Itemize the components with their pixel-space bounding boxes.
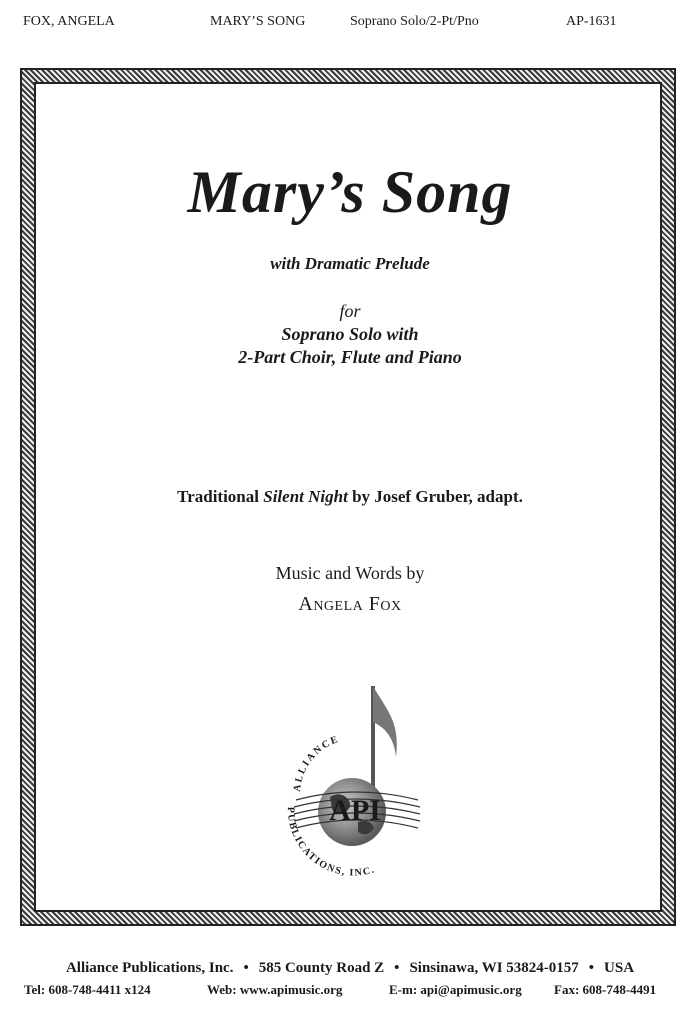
logo-arc-bottom-text: PUBLICATIONS, INC. [284, 806, 377, 879]
publisher-name: Alliance Publications, Inc. [65, 960, 234, 976]
source-credit [0, 487, 700, 507]
publisher-email: E-m: api@apimusic.org [389, 982, 522, 997]
scoring-line-2: 2-Part Choir, Flute and Piano [238, 347, 462, 367]
logo-monogram: API [329, 794, 381, 827]
header-title: MARY’S SONG [210, 14, 306, 29]
publisher-fax: Fax: 608-748-4491 [554, 982, 657, 997]
publisher-phone: Tel: 608-748-4411 x124 [24, 982, 151, 997]
credit-label: Music and Words by [275, 563, 425, 583]
publisher-street: 585 County Road Z [258, 960, 385, 976]
header-composer: FOX, ANGELA [23, 14, 115, 29]
music-note-icon [373, 686, 397, 794]
scoring-line-1: Soprano Solo with [281, 324, 419, 344]
for-label: for [339, 301, 361, 321]
publisher-city: Sinsinawa, WI 53824-0157 [409, 960, 579, 976]
source-suffix: by Josef Gruber, adapt. [347, 487, 523, 506]
alliance-publications-logo [270, 682, 440, 892]
cover-title: Mary’s Song [187, 159, 513, 225]
separator: • [588, 960, 595, 976]
source-prefix: Traditional [177, 487, 264, 506]
separator: • [243, 960, 249, 976]
publisher-website: Web: www.apimusic.org [207, 982, 343, 997]
composer-name: Angela Fox [298, 593, 402, 615]
publisher-address-line [0, 960, 700, 977]
running-header [0, 14, 700, 36]
cover-subtitle: with Dramatic Prelude [270, 254, 430, 273]
scoring-block [0, 300, 700, 369]
logo-arc-top-text: ALLIANCE [291, 733, 342, 793]
publisher-country: USA [604, 960, 635, 976]
separator: • [394, 960, 400, 976]
publisher-contact-line [0, 982, 700, 1002]
source-work-title: Silent Night [263, 487, 348, 506]
header-catalog-number: AP-1631 [566, 14, 617, 29]
header-voicing: Soprano Solo/2-Pt/Pno [350, 14, 479, 29]
